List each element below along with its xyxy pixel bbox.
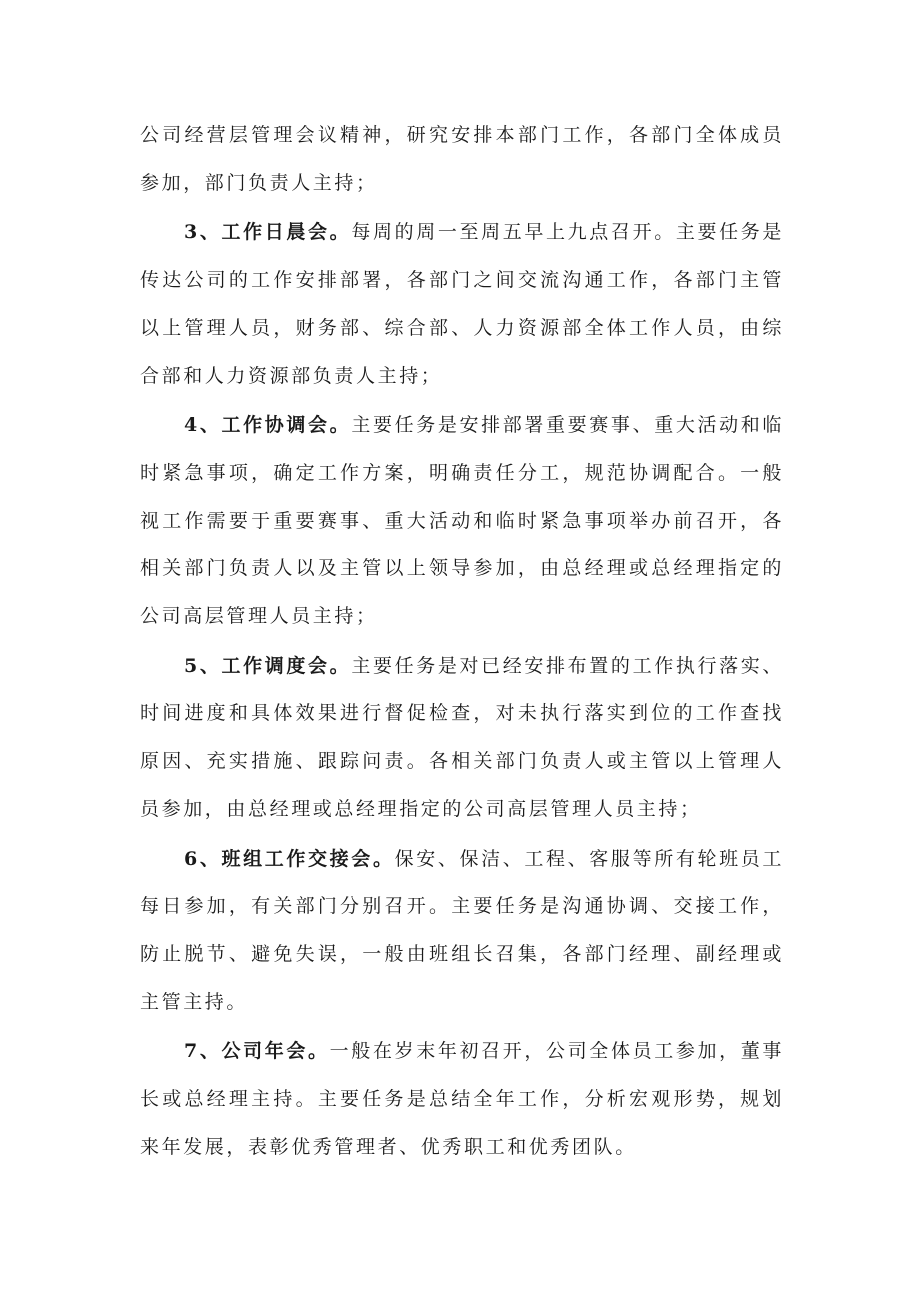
paragraph-continuation xyxy=(140,112,784,207)
paragraph-body: 每周的周一至周五早上九点召开。主要任务是传达公司的工作安排部署，各部门之间交流沟通工作，各部门主管以上管理人员，财务部、综合部、人力资源部全体工作人员，由综合部和人力资源部负责人主持； xyxy=(140,221,784,387)
paragraph-heading: 4、工作协调会。 xyxy=(184,414,352,437)
paragraph-heading: 5、工作调度会。 xyxy=(184,654,352,677)
paragraph-heading: 7、公司年会。 xyxy=(184,1040,330,1063)
paragraph-body: 主要任务是对已经安排布置的工作执行落实、时间进度和具体效果进行督促检查，对未执行落实到位的工作查找原因、充实措施、跟踪问责。各相关部门负责人或主管以上管理人员参加，由总经理或总经理指定的公司高层管理人员主持； xyxy=(140,654,784,820)
paragraph-annual-meeting xyxy=(140,1028,784,1171)
paragraph-scheduling-meeting xyxy=(140,643,784,834)
paragraph-heading: 3、工作日晨会。 xyxy=(184,221,352,244)
paragraph-body: 公司经营层管理会议精神，研究安排本部门工作，各部门全体成员参加，部门负责人主持； xyxy=(140,124,784,194)
paragraph-body: 保安、保洁、工程、客服等所有轮班员工每日参加，有关部门分别召开。主要任务是沟通协调、交接工作，防止脱节、避免失误，一般由班组长召集，各部门经理、副经理或主管主持。 xyxy=(140,847,784,1013)
paragraph-shift-handover-meeting xyxy=(140,836,784,1027)
paragraph-body: 主要任务是安排部署重要赛事、重大活动和临时紧急事项，确定工作方案，明确责任分工，规范协调配合。一般视工作需要于重要赛事、重大活动和临时紧急事项举办前召开，各相关部门负责人以及主管以上领导参加，由总经理或总经理指定的公司高层管理人员主持； xyxy=(140,414,784,628)
paragraph-heading: 6、班组工作交接会。 xyxy=(184,847,395,870)
document-page xyxy=(140,112,784,1171)
paragraph-body: 一般在岁末年初召开，公司全体员工参加，董事长或总经理主持。主要任务是总结全年工作，分析宏观形势，规划来年发展，表彰优秀管理者、优秀职工和优秀团队。 xyxy=(140,1040,784,1158)
paragraph-morning-meeting xyxy=(140,209,784,400)
paragraph-coordination-meeting xyxy=(140,402,784,641)
